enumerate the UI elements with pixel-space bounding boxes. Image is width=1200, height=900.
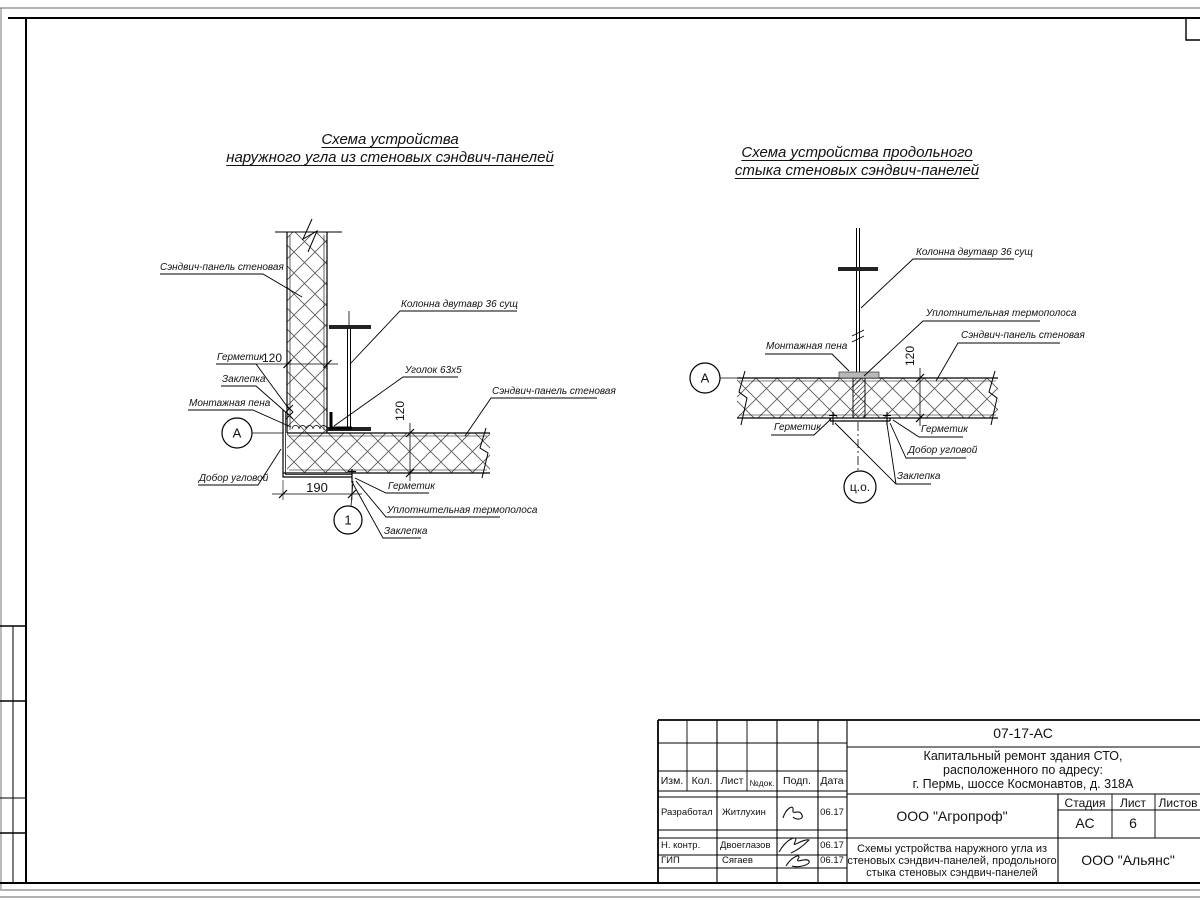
role-nkontr: Н. контр. — [661, 840, 701, 851]
sheets-header: Листов — [1158, 796, 1198, 810]
right-diagram-title-line1: Схема устройства продольного — [741, 144, 973, 161]
callout-corner-trim: Добор угловой — [199, 473, 269, 484]
center-axis-mark: ц.о. — [849, 480, 871, 494]
callout-angle: Уголок 63х5 — [405, 365, 462, 376]
stage-header: Стадия — [1064, 796, 1106, 810]
drawing-title-line3: стыка стеновых сэндвич-панелей — [866, 867, 1038, 879]
callout-corner-trim-right: Добор угловой — [908, 445, 978, 456]
right-diagram-title-line2: стыка стеновых сэндвич-панелей — [734, 162, 980, 179]
drawing-title-line1: Схемы устройства наружного угла из — [856, 843, 1048, 855]
dimension-190: 190 — [306, 480, 328, 495]
callout-thermal-strip: Уплотнительная термополоса — [387, 505, 538, 516]
doc-number: 07-17-АС — [993, 725, 1053, 741]
name-nkontr: Двоеглазов — [720, 840, 771, 851]
signature-nkontr — [779, 838, 809, 853]
callout-column-ibeam: Колонна двутавр 36 сущ — [401, 299, 518, 310]
name-gip: Сягаев — [722, 855, 753, 866]
callout-column-ibeam-right: Колонна двутавр 36 сущ — [916, 247, 1033, 258]
stage-value: АС — [1075, 815, 1095, 831]
name-razrabotal: Житлухин — [722, 807, 766, 818]
signature-gip — [786, 856, 809, 867]
sheet-value: 6 — [1129, 815, 1137, 831]
callout-sealant-right: Герметик — [921, 424, 968, 435]
project-name-line3: г. Пермь, шоссе Космонавтов, д. 318А — [912, 777, 1134, 791]
signatures — [779, 807, 809, 866]
callout-rivet-right: Заклепка — [897, 471, 941, 482]
role-gip: ГИП — [661, 855, 680, 866]
left-diagram-title-line2: наружного угла из стеновых сэндвич-панелей — [226, 149, 554, 166]
date-gip: 06.17 — [820, 855, 844, 866]
role-razrabotal: Разработал — [661, 807, 713, 818]
column-header-kol: Кол. — [691, 775, 713, 787]
date-nkontr: 06.17 — [820, 840, 844, 851]
axis-mark-a-right: А — [700, 370, 710, 386]
callout-sealant: Герметик — [217, 352, 264, 363]
dimension-120-right: 120 — [903, 345, 917, 367]
right-diagram-linework — [690, 228, 1060, 503]
callout-sandwich-panel-wall-2: Сэндвич-панель стеновая — [492, 386, 616, 397]
detail-mark-1: 1 — [344, 512, 352, 528]
callout-sealant-bottom: Герметик — [388, 481, 435, 492]
column-header-data: Дата — [820, 775, 844, 787]
axis-mark-a-left: А — [232, 425, 242, 441]
column-header-list: Лист — [720, 775, 744, 787]
dimension-120-wall: 120 — [261, 351, 283, 365]
callout-sandwich-panel-right: Сэндвич-панель стеновая — [961, 330, 1085, 341]
callout-sandwich-panel-wall: Сэндвич-панель стеновая — [160, 262, 284, 273]
column-header-podp: Подп. — [783, 775, 811, 787]
callout-rivet: Заклепка — [222, 374, 266, 385]
callout-mounting-foam: Монтажная пена — [189, 398, 271, 409]
date-razrabotal: 06.17 — [820, 807, 844, 818]
left-margin-table — [0, 626, 26, 883]
project-name-line2: расположенного по адресу: — [943, 763, 1103, 777]
project-name-line1: Капитальный ремонт здания СТО, — [923, 749, 1123, 763]
column-header-ndok: №док. — [749, 778, 775, 788]
sheet-header: Лист — [1119, 796, 1147, 810]
callout-mounting-foam-right: Монтажная пена — [766, 341, 848, 352]
dimension-120-floor: 120 — [393, 400, 407, 422]
callout-thermal-strip-right: Уплотнительная термополоса — [926, 308, 1077, 319]
column-header-izm: Изм. — [660, 775, 684, 787]
signature-razrabotal — [783, 807, 802, 819]
left-diagram-title-line1: Схема устройства — [321, 131, 459, 148]
callout-rivet-bottom: Заклепка — [384, 526, 428, 537]
contractor-org: ООО "Альянс" — [1081, 852, 1175, 868]
drawing-title-line2: стеновых сэндвич-панелей, продольного — [847, 855, 1057, 867]
callout-sealant-left: Герметик — [774, 422, 821, 433]
designer-org: ООО "Агропроф" — [896, 808, 1008, 824]
